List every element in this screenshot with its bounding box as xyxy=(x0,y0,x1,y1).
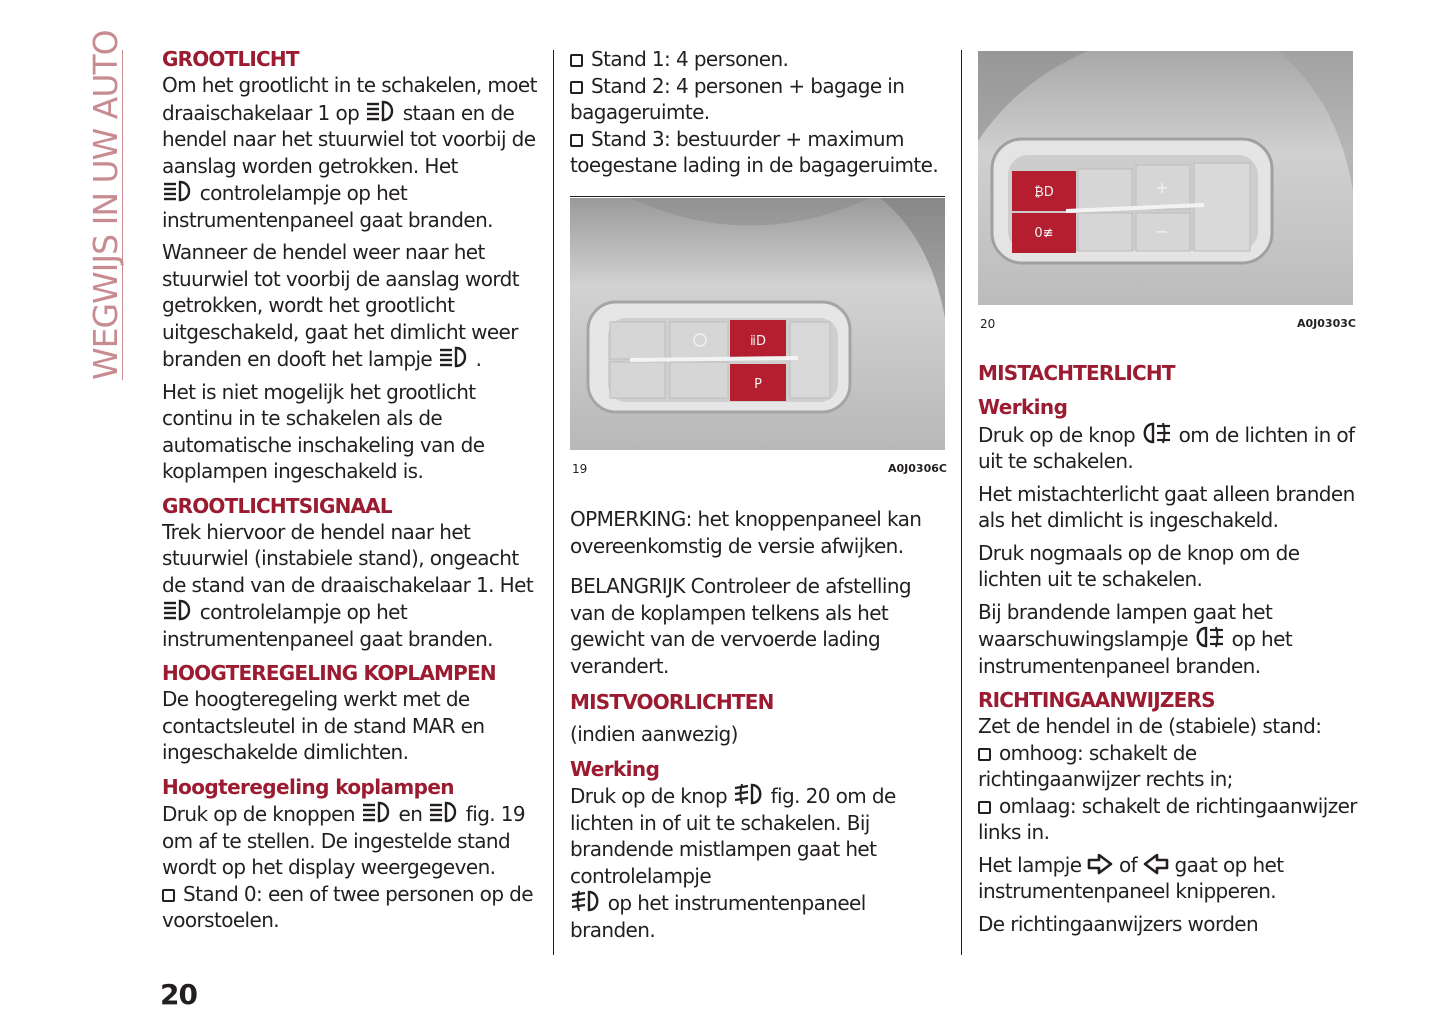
figure-code: A0J0306C xyxy=(888,462,947,475)
front-fog-icon xyxy=(570,889,602,913)
figure-20-image xyxy=(978,51,1353,305)
paragraph: Druk nogmaals op de knop om de lichten uit te schakelen. xyxy=(978,540,1300,591)
heading-mistvoorlichten: MISTVOORLICHTEN xyxy=(570,690,774,714)
paragraph xyxy=(162,519,542,653)
svg-text:0≢: 0≢ xyxy=(1034,226,1054,241)
checkbox-icon xyxy=(570,134,583,147)
figure-number: 20 xyxy=(980,317,996,331)
section-sidebar xyxy=(82,30,125,380)
heading-grootlichtsignaal: GROOTLICHTSIGNAAL xyxy=(162,493,392,518)
subheading-hoogteregeling: Hoogteregeling koplampen xyxy=(162,774,454,799)
section-title: WEGWIJS IN UW AUTO xyxy=(86,30,125,380)
heading-hoogteregeling: HOOGTEREGELING KOPLAMPEN xyxy=(162,661,496,685)
text: of xyxy=(1118,852,1138,877)
list-item xyxy=(162,881,542,934)
svg-text:P: P xyxy=(754,377,762,392)
text: gaat op het instrumentenpaneel knipperen. xyxy=(978,852,1284,903)
text: Stand 3: bestuurder + maximum toegestane lading in de bagageruimte. xyxy=(570,126,939,177)
text: Stand 2: 4 personen + bagage in bagageruimte. xyxy=(570,73,905,124)
text: om de lichten in of uit te schakelen. xyxy=(978,422,1355,473)
high-beam-icon xyxy=(162,598,194,622)
svg-text:₿D: ₿D xyxy=(1034,185,1054,200)
heading-richtingaanwijzers: RICHTINGAANWIJZERS xyxy=(978,688,1215,712)
text: Stand 1: 4 personen. xyxy=(591,47,789,71)
text: op het instrumentenpaneel branden. xyxy=(978,627,1293,678)
subheading-werking: Werking xyxy=(978,395,1068,419)
high-beam-icon xyxy=(438,345,470,369)
arrow-left-icon xyxy=(1143,853,1169,875)
subheading-werking: Werking xyxy=(570,756,660,781)
front-fog-icon xyxy=(733,782,765,806)
text: Bij brandende lampen gaat het waarschuwingslampje xyxy=(978,599,1273,651)
list-item xyxy=(570,126,950,179)
list-item xyxy=(978,793,1358,846)
paragraph xyxy=(570,782,950,943)
text: staan en de hendel naar het stuurwiel tot voorbij de aanslag worden getrokken. Het xyxy=(162,100,536,178)
figure-rule xyxy=(570,196,945,197)
svg-text:ⅱD: ⅱD xyxy=(750,334,766,349)
paragraph xyxy=(978,599,1358,680)
arrow-right-icon xyxy=(1087,853,1113,875)
column-3 xyxy=(978,360,1358,943)
text: controlelampje op het instrumentenpaneel gaat branden. xyxy=(162,600,493,651)
high-beam-icon xyxy=(365,99,397,123)
note-text: OPMERKING: het knoppenpaneel kan overeenkomstig de versie afwijken. xyxy=(570,507,922,558)
checkbox-icon xyxy=(570,81,583,94)
text: en xyxy=(398,802,423,826)
paragraph xyxy=(978,852,1358,905)
text: fig. 20 om de lichten in of uit te schakelen. Bij brandende mistlampen gaat het controlelampje xyxy=(570,784,896,888)
text: Trek hiervoor de hendel naar het stuurwiel (instabiele stand), ongeacht de stand van de draaischakelaar 1. Het xyxy=(162,519,534,597)
checkbox-icon xyxy=(978,748,991,761)
headlamp-level-down-icon xyxy=(361,800,393,824)
text: Het lampje xyxy=(978,852,1082,877)
column-divider xyxy=(961,50,962,955)
paragraph: De richtingaanwijzers worden xyxy=(978,911,1259,936)
checkbox-icon xyxy=(570,54,583,67)
text: omhoog: schakelt de richtingaanwijzer rechts in; xyxy=(978,740,1233,791)
text: Wanneer de hendel weer naar het stuurwiel tot voorbij de aanslag wordt getrokken, wordt het grootlicht uitgeschakeld, gaat het dimlicht weer branden en dooft het lampje xyxy=(162,240,519,371)
text: Om het grootlicht in te schakelen, moet draaischakelaar 1 op xyxy=(162,73,537,125)
column-2 xyxy=(570,46,950,179)
svg-text:−: − xyxy=(1155,222,1169,241)
optional-text: (indien aanwezig) xyxy=(570,722,738,746)
text: controlelampje op het instrumentenpaneel gaat branden. xyxy=(162,181,493,232)
checkbox-icon xyxy=(978,801,991,814)
figure-number: 19 xyxy=(572,462,588,476)
paragraph xyxy=(162,800,542,881)
svg-text:+: + xyxy=(1155,178,1169,197)
paragraph xyxy=(162,239,542,373)
page-number: 20 xyxy=(160,978,197,1011)
text: Druk op de knop xyxy=(570,784,728,808)
high-beam-icon xyxy=(162,179,194,203)
figure-code: A0J0303C xyxy=(1297,317,1356,330)
important-text: BELANGRIJK Controleer de afstelling van de koplampen telkens als het gewicht van de vervoerde lading verandert. xyxy=(570,574,912,678)
paragraph xyxy=(978,421,1358,475)
text: fig. 19 om af te stellen. De ingestelde stand wordt op het display weergegeven. xyxy=(162,802,526,879)
text: op het instrumentenpaneel branden. xyxy=(570,891,866,942)
column-1 xyxy=(162,46,542,940)
checkbox-icon xyxy=(162,889,175,902)
heading-mistachterlicht: MISTACHTERLICHT xyxy=(978,361,1175,385)
figure-19-image xyxy=(570,198,945,450)
heading-grootlicht: GROOTLICHT xyxy=(162,47,299,71)
paragraph: Het is niet mogelijk het grootlicht continu in te schakelen als de automatische inschakeling van de koplampen ingeschakeld is. xyxy=(162,379,485,483)
headlamp-level-up-icon xyxy=(428,800,460,824)
list-item xyxy=(570,73,950,126)
text: . xyxy=(475,347,482,371)
text: Stand 0: een of twee personen op de voorstoelen. xyxy=(162,881,533,932)
text: Druk op de knoppen xyxy=(162,802,355,826)
paragraph: Zet de hendel in de (stabiele) stand: xyxy=(978,714,1322,738)
text: Druk op de knop xyxy=(978,422,1136,447)
list-item xyxy=(570,46,950,73)
rear-fog-icon xyxy=(1141,421,1173,445)
column-divider xyxy=(553,50,554,955)
paragraph: De hoogteregeling werkt met de contactsleutel in de stand MAR en ingeschakelde dimlichten. xyxy=(162,687,485,764)
list-item xyxy=(978,740,1358,793)
paragraph xyxy=(162,72,542,233)
text: omlaag: schakelt de richtingaanwijzer links in. xyxy=(978,793,1357,844)
paragraph: Het mistachterlicht gaat alleen branden als het dimlicht is ingeschakeld. xyxy=(978,481,1355,532)
rear-fog-icon xyxy=(1194,625,1226,649)
column-2-lower xyxy=(570,506,950,949)
